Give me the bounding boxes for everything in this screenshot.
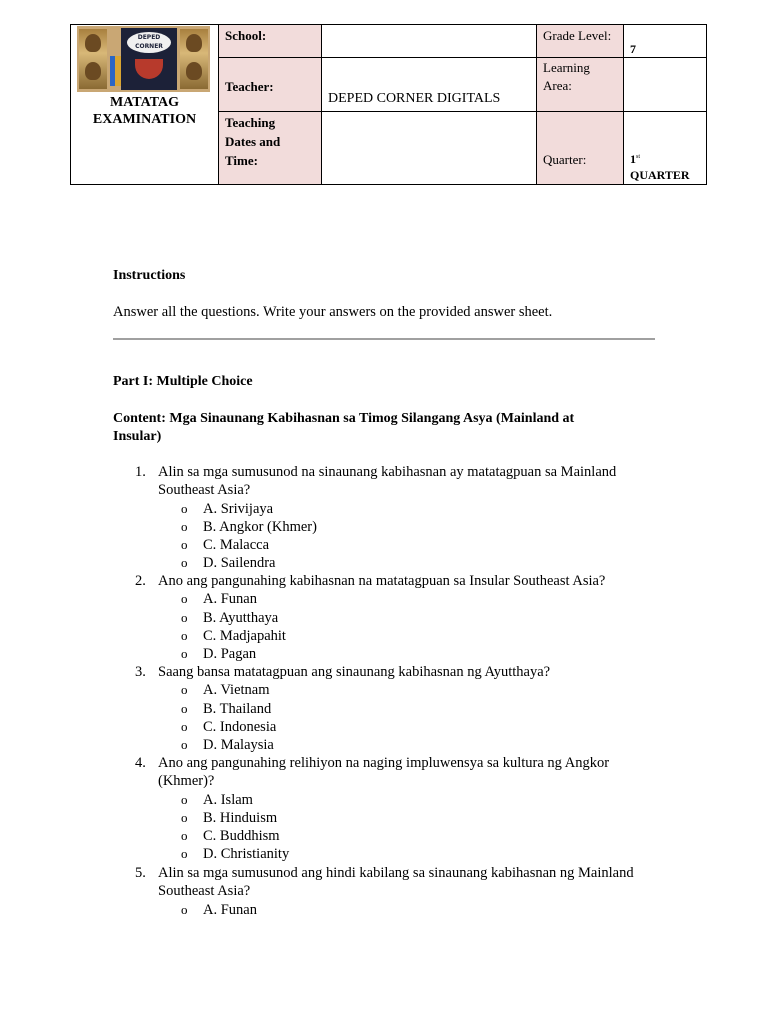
dates-value	[322, 112, 536, 114]
quarter-label-cell	[537, 112, 624, 185]
choice-item	[113, 536, 673, 554]
bullet-icon: o	[181, 555, 188, 571]
choice-list	[113, 590, 673, 663]
question-number: 5.	[135, 865, 146, 881]
choice-item	[113, 809, 673, 827]
logo-cell	[71, 25, 219, 185]
choice-item	[113, 700, 673, 718]
quarter-word: QUARTER	[630, 168, 690, 182]
choice-list	[113, 681, 673, 754]
teacher-value-cell	[322, 58, 537, 112]
bullet-icon: o	[181, 700, 188, 716]
question-stem-line1: Ano ang pangunahing kabihasnan na matatagpuan sa Insular Southeast Asia?	[158, 573, 606, 589]
deped-corner-logo	[77, 26, 210, 92]
school-value-cell	[322, 25, 537, 58]
exam-title-line2: EXAMINATION	[92, 112, 197, 127]
divider	[113, 338, 655, 340]
choice-item	[113, 827, 673, 845]
instructions-text: Answer all the questions. Write your answers on the provided answer sheet.	[113, 304, 553, 320]
bullet-icon: o	[181, 737, 188, 753]
school-label: School:	[225, 28, 267, 43]
question-stem-line1: Ano ang pangunahing relihiyon na naging impluwensya sa kultura ng Angkor	[158, 755, 610, 771]
choice-text: A. Funan	[203, 901, 257, 918]
choice-text: D. Malaysia	[203, 737, 274, 754]
content-line2: Insular)	[113, 429, 162, 444]
question-stem-line2: Southeast Asia?	[158, 883, 251, 900]
question-item	[113, 754, 673, 864]
bullet-icon: o	[181, 682, 188, 698]
quarter-value	[630, 152, 640, 167]
bullet-icon: o	[181, 846, 188, 862]
teacher-label: Teacher:	[225, 79, 274, 94]
header-table	[70, 24, 707, 185]
choice-text: C. Malacca	[203, 537, 270, 554]
instructions-heading: Instructions	[113, 268, 186, 283]
choice-text: D. Pagan	[203, 646, 257, 663]
choice-item	[113, 901, 673, 919]
choice-text: A. Srivijaya	[203, 500, 274, 517]
learning-area-label-cell	[537, 58, 624, 112]
choice-item	[113, 590, 673, 608]
grade-value-cell	[624, 25, 707, 58]
choice-item	[113, 518, 673, 536]
question-stem	[158, 754, 673, 791]
learning-area-label	[537, 58, 623, 96]
choice-item	[113, 681, 673, 699]
choice-text: C. Indonesia	[203, 718, 277, 735]
choice-text: A. Islam	[203, 791, 253, 808]
dates-label	[219, 112, 321, 171]
dates-label-line1: Teaching	[225, 115, 276, 130]
question-stem-line1: Saang bansa matatagpuan ang sinaunang kabihasnan ng Ayutthaya?	[158, 664, 551, 680]
question-stem-line2: Southeast Asia?	[158, 482, 251, 499]
choice-list	[113, 901, 673, 919]
dates-label-line2: Dates and	[225, 134, 281, 149]
learning-area-label-line1: Learning	[543, 60, 590, 75]
question-stem-line2: (Khmer)?	[158, 773, 215, 790]
dates-value-cell	[322, 112, 537, 185]
dates-label-cell	[219, 112, 322, 185]
question-number: 3.	[135, 664, 146, 680]
bullet-icon: o	[181, 809, 188, 825]
choice-text: B. Thailand	[203, 700, 272, 717]
choice-item	[113, 609, 673, 627]
learning-area-value-cell	[624, 58, 707, 112]
content-line1: Content: Mga Sinaunang Kabihasnan sa Timog Silangang Asya (Mainland at	[113, 411, 575, 426]
question-stem-line1: Alin sa mga sumusunod na sinaunang kabihasnan ay matatagpuan sa Mainland	[158, 464, 617, 480]
choice-item	[113, 645, 673, 663]
choice-text: A. Funan	[203, 591, 257, 608]
question-item	[113, 463, 673, 573]
bullet-icon: o	[181, 718, 188, 734]
bullet-icon: o	[181, 828, 188, 844]
teacher-value: DEPED CORNER DIGITALS	[328, 91, 501, 106]
choice-text: B. Hinduism	[203, 809, 278, 826]
question-stem	[158, 864, 673, 901]
bullet-icon: o	[181, 500, 188, 516]
choice-text: B. Angkor (Khmer)	[203, 518, 317, 535]
choice-item	[113, 500, 673, 518]
choice-item	[113, 791, 673, 809]
bullet-icon: o	[181, 646, 188, 662]
learning-area-value	[624, 58, 706, 60]
learning-area-label-line2: Area:	[543, 78, 572, 93]
quarter-sup: st	[636, 154, 641, 160]
quarter-value-cell	[624, 112, 707, 185]
quarter-num: 1	[630, 152, 636, 166]
bullet-icon: o	[181, 901, 188, 917]
grade-label: Grade Level:	[543, 28, 612, 43]
choice-text: B. Ayutthaya	[203, 609, 279, 626]
choice-text: A. Vietnam	[203, 682, 270, 699]
choice-text: D. Christianity	[203, 846, 290, 863]
choice-text: C. Madjapahit	[203, 627, 286, 644]
bullet-icon: o	[181, 518, 188, 534]
question-item	[113, 572, 673, 663]
choice-item	[113, 736, 673, 754]
question-number: 4.	[135, 755, 146, 771]
choice-item	[113, 718, 673, 736]
question-stem	[158, 663, 673, 681]
choice-list	[113, 791, 673, 864]
choice-item	[113, 554, 673, 572]
bullet-icon: o	[181, 791, 188, 807]
grade-label-cell	[537, 25, 624, 58]
bullet-icon: o	[181, 537, 188, 553]
question-number: 1.	[135, 464, 146, 480]
question-item	[113, 864, 673, 919]
exam-title-line1: MATATAG	[110, 95, 179, 110]
school-value	[322, 25, 536, 27]
question-stem-line1: Alin sa mga sumusunod ang hindi kabilang sa sinaunang kabihasnan ng Mainland	[158, 865, 634, 881]
dates-label-line3: Time:	[225, 153, 258, 168]
logo-badge: DEPED CORNER	[127, 32, 171, 53]
choice-item	[113, 845, 673, 863]
choice-text: D. Sailendra	[203, 555, 276, 572]
question-stem	[158, 463, 673, 500]
bullet-icon: o	[181, 609, 188, 625]
question-stem	[158, 572, 673, 590]
question-item	[113, 663, 673, 754]
teacher-label-cell	[219, 58, 322, 112]
school-label-cell	[219, 25, 322, 58]
bullet-icon: o	[181, 591, 188, 607]
choice-list	[113, 500, 673, 573]
question-number: 2.	[135, 573, 146, 589]
bullet-icon: o	[181, 627, 188, 643]
quarter-label: Quarter:	[543, 152, 587, 167]
grade-value: 7	[630, 42, 636, 56]
part-title: Part I: Multiple Choice	[113, 374, 253, 389]
choice-item	[113, 627, 673, 645]
choice-text: C. Buddhism	[203, 828, 280, 845]
